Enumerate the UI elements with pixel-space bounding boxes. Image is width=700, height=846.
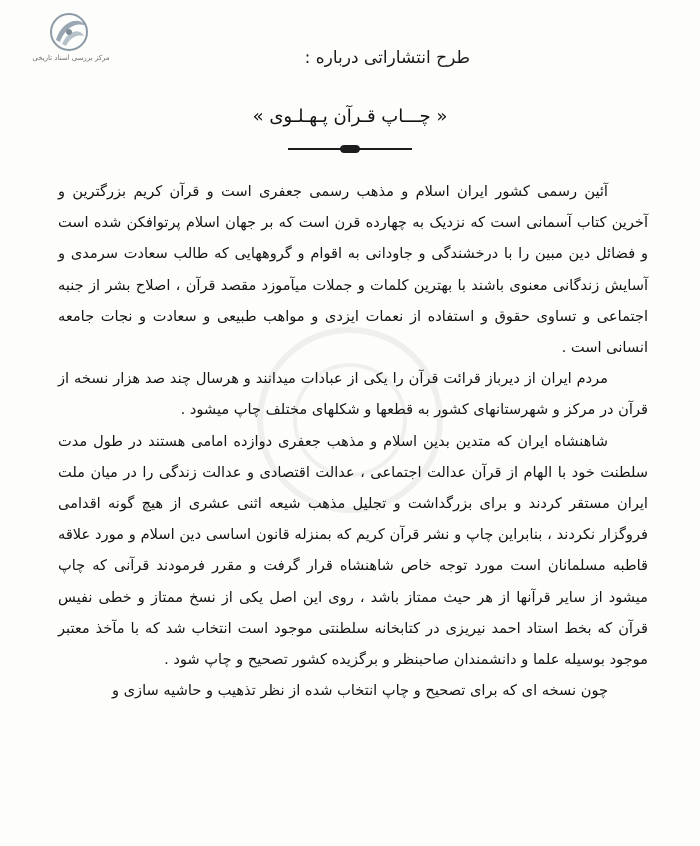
paragraph: چون نسخه ای که برای تصحیح و چاپ انتخاب شده از نظر تذهیب و حاشیه سازی و <box>111 682 608 700</box>
paragraph: مردم ایران از دیرباز قرائت قرآن را یکی از عبادات میدانند و هرسال چند صد هزار نسخه از قرآن در مرکز و شهرستانهای کشور به قطعها و شکلهای مختلف چاپ میشود . <box>58 370 648 419</box>
archive-logo <box>16 10 126 68</box>
logo-caption: مرکز بررسی اسناد تاریخی <box>32 54 110 62</box>
title-divider <box>288 144 412 154</box>
paragraph: آئین رسمی کشور ایران اسلام و مذهب رسمی جعفری است و قرآن کریم بزرگترین و آخرین کتاب آسمانی است که نزدیک به چهارده قرن است که بر جهان اسلام پرتوافکن شده است و فضائل دین مبین را با درخشندگی و جاودانی به اقوام و گروههایی که طالب سعادت سرمدی و آسایش زندگانی معنوی باشند با بهترین کلمات و جملات میآموزد مقصد قرآن ، اصلاح بشر از جنبه اجتماعی و تساوی حقوق و استفاده از نعمات ایزدی و مواهب طبیعی و سعادت و نجات جامعه انسانی است . <box>58 183 648 357</box>
archive-emblem-icon <box>40 10 98 54</box>
document-heading: طرح انتشاراتی درباره : <box>304 48 470 68</box>
paragraph: شاهنشاه ایران که متدین بدین اسلام و مذهب جعفری دوازده امامی هستند در طول مدت سلطنت خود با الهام از قرآن عدالت اجتماعی ، عدالت اقتصادی و عدالت زندگی را در میان ملت ایران مستقر کردند و برای بزرگداشت و تجلیل مذهب شیعه اثنی عشری از هیچ گونه اقدامی فروگزار نکردند ، بنابراین چاپ و نشر قرآن کریم که بمنزله قانون اساسی دین اسلام و مورد علاقه قاطبه مسلمانان است مورد توجه خاص شاهنشاه قرار گرفت و مقرر فرمودند قرآنی که چاپ میشود از سایر قرآنها از هر حیث ممتاز باشد ، روی این اصل یکی از نسخ ممتاز و خطی نفیس قرآن که بخط استاد احمد نیریزی در کتابخانه سلطنتی موجود است انتخاب شد که با مآخذ معتبر موجود بوسیله علما و دانشمندان صاحبنظر و برگزیده کشور تصحیح و چاپ شود . <box>58 432 648 669</box>
document-title: « چـــاپ قـرآن پـهـلـوی » <box>252 106 448 127</box>
document-body <box>58 176 648 706</box>
